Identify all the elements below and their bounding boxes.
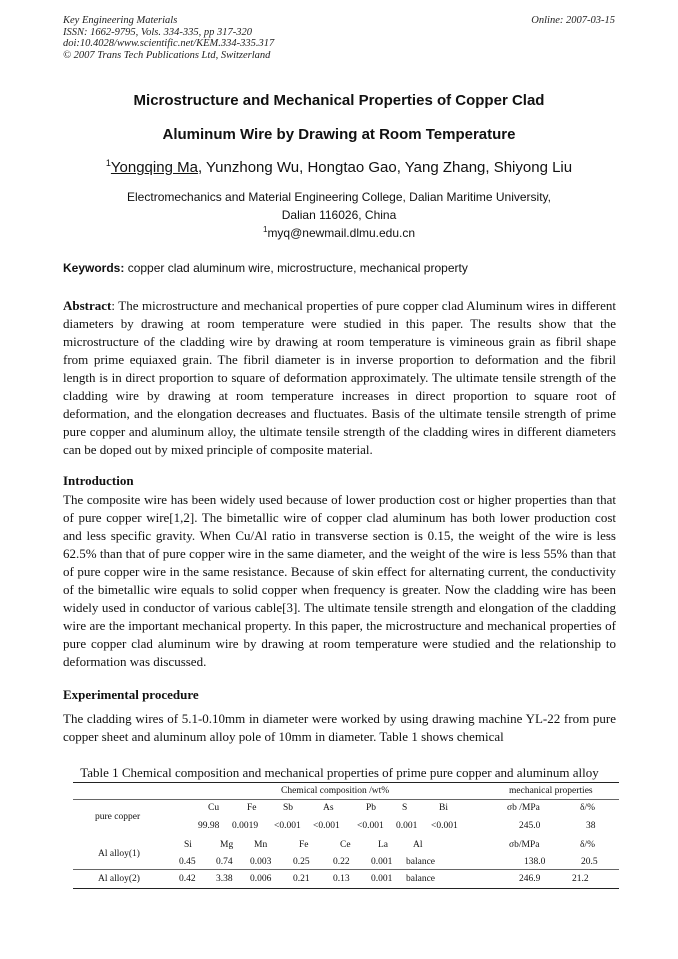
al2-value-5: 0.13 [333,874,350,884]
al2-value-1: 0.42 [179,874,196,884]
cu-value-5: <0.001 [357,821,384,831]
keywords-text: copper clad aluminum wire, microstructure, mechanical property [124,261,468,275]
al1-element-5: Ce [340,840,351,850]
cu-value-7: <0.001 [431,821,458,831]
affiliation-line-1: Electromechanics and Material Engineering College, Dalian Maritime University, [127,190,551,204]
composition-table [73,782,619,884]
email-marker: 1 [262,225,268,234]
paper-title-line-1: Microstructure and Mechanical Properties of Copper Clad [133,92,545,109]
head-chemical-composition: Chemical composition /wt% [281,786,390,796]
al2-value-7: balance [406,874,436,884]
other-authors: , Yunzhong Wu, Hongtao Gao, Yang Zhang, Shiyong Liu [197,159,573,176]
first-author: Yongqing Ma [110,159,198,176]
journal-name: Key Engineering Materials [63,15,178,26]
first-author-marker: 1 [105,158,111,168]
al2-mech-2: 21.2 [572,874,589,884]
al1-value-4: 0.25 [293,857,310,867]
cu-value-4: <0.001 [313,821,340,831]
table-row-rule [73,869,619,870]
al1-value-1: 0.45 [179,857,196,867]
abstract-text: : The microstructure and mechanical properties of pure copper clad Aluminum wires in different diameters by drawing at room temperature were studied in this paper. The results show that the microstructure of the cladding wire by drawing at room temperature is vimineous grain as fibril shape from prime equiaxed grain. The fibril diameter is in inverse proportion to deformation and the fibril length is in direct proportion to square of deformation approximately. The ultimate tensile strength of the cladding wire by drawing at room temperature increases in direct proportion to square root of deformation, and the elongation decreases and fluctuates. Basis of the ultimate tensile strength of prime pure copper and aluminum alloy, the ultimate tensile strength of the cladding wires in different diameters can be doped out by mixed principle of composite material. [63,298,616,457]
doi-line: doi:10.4028/www.scientific.net/KEM.334-335.317 [63,38,275,49]
al1-value-5: 0.22 [333,857,350,867]
introduction-heading: Introduction [63,473,134,488]
row-label-al-alloy-1: Al alloy(1) [98,849,140,859]
al2-mech-1: 246.9 [519,874,541,884]
cu-mech-2: 38 [586,821,596,831]
al1-element-3: Mn [254,840,268,850]
copyright-line: © 2007 Trans Tech Publications Ltd, Switzerland [63,49,271,61]
abstract [63,297,616,459]
al1-value-7: balance [406,857,436,867]
journal-header [63,15,615,61]
paper-title-line-2: Aluminum Wire by Drawing at Room Temperature [162,126,516,143]
cu-value-6: 0.001 [396,821,418,831]
al1-element-1: Si [184,840,192,850]
table-header-rule [73,799,619,800]
cu-element-3: Sb [283,803,294,813]
cu-mech-1: 245.0 [519,821,541,831]
al2-value-6: 0.001 [371,874,393,884]
cu-element-4: As [323,803,334,813]
al1-element-2: Mg [220,840,234,850]
keywords [63,261,615,275]
keywords-label: Keywords: [63,261,125,275]
cu-value-3: <0.001 [274,821,301,831]
al1-mech-2: 20.5 [581,857,598,867]
al1-value-6: 0.001 [371,857,393,867]
al2-value-4: 0.21 [293,874,310,884]
cu-element-1: Cu [208,803,220,813]
cu-mech-head-1: σb /MPa [507,803,540,813]
al1-element-4: Fe [299,840,309,850]
al1-value-3: 0.003 [250,857,272,867]
cu-mech-head-2: δ/% [580,803,596,813]
cu-value-1: 99.98 [198,821,220,831]
abstract-label: Abstract [63,298,112,313]
cu-element-5: Pb [366,803,377,813]
cu-element-7: Bi [439,803,448,813]
al2-value-3: 0.006 [250,874,272,884]
al1-mech-head-2: δ/% [580,840,596,850]
email-address: myq@newmail.dlmu.edu.cn [267,226,416,240]
al1-value-2: 0.74 [216,857,233,867]
affiliation-line-2: Dalian 116026, China [281,208,397,222]
al2-value-2: 3.38 [216,874,233,884]
al1-element-6: La [378,840,389,850]
al1-mech-1: 138.0 [524,857,546,867]
author-email [63,225,615,240]
al1-mech-head-1: σb/MPa [509,840,540,850]
cu-value-2: 0.0019 [232,821,259,831]
experimental-text: The cladding wires of 5.1-0.10mm in diameter were worked by using drawing machine YL-22 from pure copper sheet and aluminum alloy pole of 10mm in diameter. Table 1 shows chemical [63,711,616,744]
author-list [63,158,615,176]
cu-element-6: S [402,803,408,813]
cu-element-2: Fe [247,803,257,813]
online-date: Online: 2007-03-15 [531,15,615,26]
introduction-text: The composite wire has been widely used because of lower production cost or higher properties than that of pure copper wire[1,2]. The bimetallic wire of copper clad aluminum has both lower production cost and less specific gravity. When Cu/Al ratio in transverse section is 0.15, the weight of the wire is less 62.5% than that of pure copper wire in the same diameter, and the weight of the wire is less 55% than that of pure copper wire in the same resistance. Because of skin effect for alternating current, the conductivity of the bimetallic wire equals to solid copper when frequency is greater. Now the cladding wire has been widely used in conductor of various cable[3]. The ultimate tensile strength and elongation of the cladding wire are the important mechanical property. In this paper, the microstructure and mechanical properties of pure copper clad aluminum wire by drawing at room temperature were studied and the relationship to deformation was discussed. [63,492,616,669]
experimental-heading: Experimental procedure [63,687,199,702]
head-mechanical-properties: mechanical properties [509,786,593,796]
table-caption: Table 1 Chemical composition and mechanical properties of prime pure copper and aluminum alloy [80,765,599,780]
table-bottom-rule [73,888,619,889]
row-label-pure-copper: pure copper [95,812,141,822]
table-top-rule [73,782,619,783]
row-label-al-alloy-2: Al alloy(2) [98,874,140,884]
issn-line: ISSN: 1662-9795, Vols. 334-335, pp 317-320 [63,26,252,38]
al1-element-7: Al [413,840,423,850]
